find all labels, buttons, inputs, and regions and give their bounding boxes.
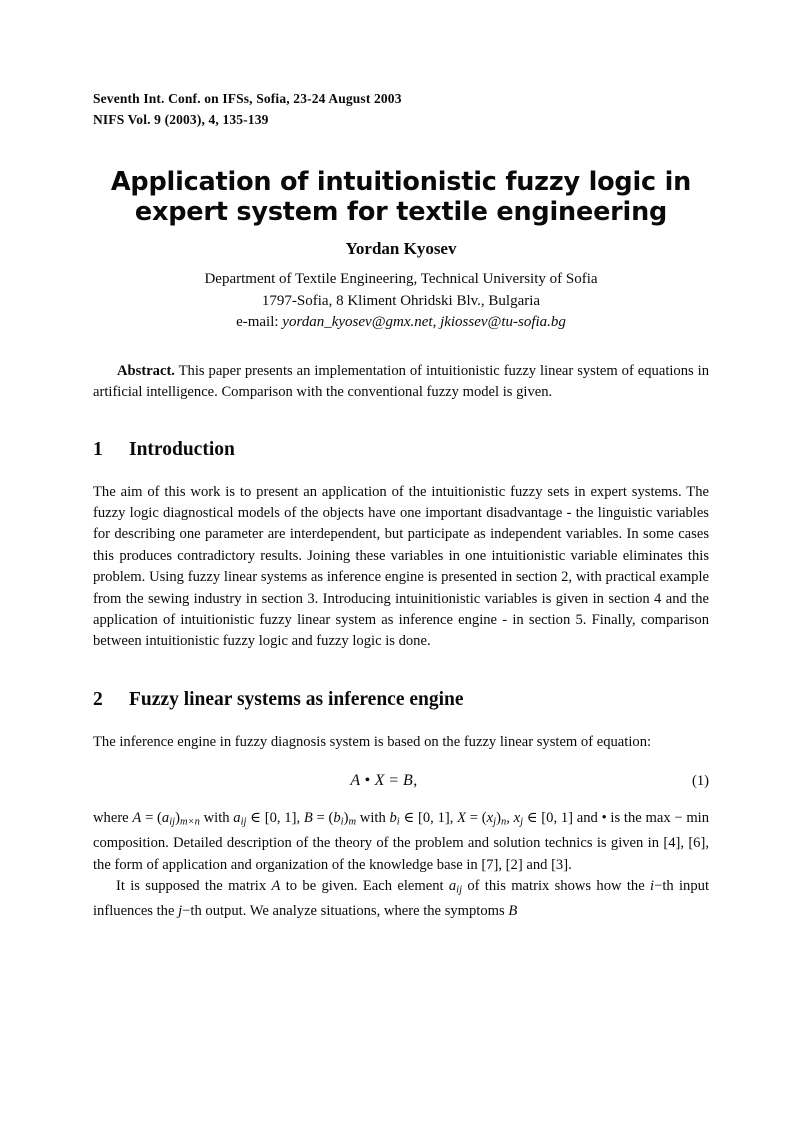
mp-b2: b <box>389 810 397 827</box>
conference-header-line-1: Seventh Int. Conf. on IFSs, Sofia, 23-24 August 2003 <box>93 91 402 106</box>
mp-close2: ) <box>343 810 349 827</box>
fp-a: a <box>448 878 457 894</box>
equation-1-comma: , <box>413 772 418 790</box>
mp-t12: composition. Detailed description of the theory of the problem and solution technics is given in [4], [6], the form of application and organization of the knowledge base in [7], [2] and [3]. <box>93 835 709 873</box>
fp-a-sub: ij <box>456 884 463 896</box>
affiliation-email-line <box>93 312 709 334</box>
mp-a2: a <box>233 810 241 827</box>
mp-in2: ∈ <box>399 810 419 827</box>
fp-A: A <box>271 878 281 894</box>
fp-t2: to be given. Each element <box>280 878 449 894</box>
mp-a-sub: ij <box>169 816 176 828</box>
mp-t11: is the <box>606 810 646 827</box>
mp-b2-sub: i <box>396 816 400 828</box>
mp-n: n <box>500 816 507 828</box>
equation-1-row <box>93 772 709 790</box>
section-2-paragraph-1: The inference engine in fuzzy diagnosis system is based on the fuzzy linear system of equation: <box>93 733 652 750</box>
affiliation-line-1: Department of Textile Engineering, Technical University of Sofia <box>204 271 598 287</box>
mp-a: a <box>161 810 170 827</box>
mp-t6: with <box>356 810 390 827</box>
mp-in1: ∈ <box>246 810 265 827</box>
mp-b: b <box>333 810 341 827</box>
fp-i: i <box>650 878 655 894</box>
mp-t10: and <box>573 810 602 827</box>
math-definition-paragraph <box>93 808 709 876</box>
equation-1-A: A <box>350 772 361 790</box>
mp-t9: , <box>506 810 514 827</box>
mp-x: x <box>486 810 494 827</box>
affiliation-line-2: 1797-Sofia, 8 Kliment Ohridski Blv., Bulgaria <box>261 292 541 309</box>
abstract-block <box>93 361 709 403</box>
mp-t3: with <box>199 810 234 827</box>
fp-t5: −th output. We analyze situations, where the symptoms <box>182 903 509 920</box>
section-2-number: 2 <box>93 688 103 710</box>
mp-a2-sub: ij <box>240 816 247 828</box>
mp-open2: ( <box>328 810 334 827</box>
fp-t4: −th input influences the <box>93 878 709 920</box>
paper-title-line-2: expert system for textile engineering <box>134 197 668 227</box>
mp-range3: [0, 1] <box>541 810 574 827</box>
mp-t5: = <box>312 810 329 827</box>
fp-j: j <box>178 903 183 920</box>
equation-1-equals: = <box>389 772 399 790</box>
mp-x2-sub: j <box>520 816 523 828</box>
mp-x-sub: j <box>493 816 497 828</box>
mp-t8: = <box>466 810 482 827</box>
mp-b-sub: i <box>340 816 344 828</box>
equation-1-X: X <box>374 772 385 790</box>
mp-open3: ( <box>481 810 487 827</box>
mp-close1: ) <box>175 810 180 827</box>
mp-t7: , <box>449 810 458 827</box>
section-2-title: Fuzzy linear systems as inference engine <box>129 688 464 710</box>
mp-open1: ( <box>157 810 162 827</box>
abstract-text: This paper presents an implementation of intuitionistic fuzzy linear system of equations in artificial intelligence. Comparison with the conventional fuzzy model is given. <box>93 362 709 400</box>
section-1-title: Introduction <box>129 438 235 460</box>
page-content <box>93 0 709 922</box>
equation-1-body <box>350 772 417 790</box>
email-label: e-mail: <box>236 314 279 330</box>
section-heading-1 <box>93 438 709 462</box>
mp-t2: = <box>141 810 158 827</box>
mp-maxmin: max − min <box>645 810 710 827</box>
mp-X: X <box>457 810 467 827</box>
mp-close3: ) <box>496 810 501 827</box>
conference-header <box>93 88 709 130</box>
author-affiliation <box>93 269 709 334</box>
mp-B: B <box>303 810 313 827</box>
mp-range2: [0, 1] <box>418 810 450 827</box>
section-1-paragraph-1: The aim of this work is to present an application of the intuitionistic fuzzy sets in expert systems. The fuzzy logic diagnostical models of the objects have one important disadvantage - the linguistic variables for describing one parameter are interdependent, but participate as independent variables. In some cases this produces contradictory results. Joining these variables in one intuitionistic variable eliminates this problem. Using fuzzy linear systems as inference engine is presented in section 2, with practical example from the sewing industry in section 3. Introducing intuinitionistic variables is given in section 4 and the application of intuitionistic fuzzy linear system as inference engine - in section 5. Finally, comparison between intuitionistic fuzzy logic and fuzzy logic is done. <box>93 483 709 650</box>
fp-B: B <box>508 903 518 920</box>
fp-t3: of this matrix shows how the <box>462 878 651 894</box>
email-addresses: yordan_kyosev@gmx.net, jkiossev@tu-sofia.bg <box>282 314 566 330</box>
section-heading-2 <box>93 688 709 712</box>
mp-t4: , <box>296 810 304 827</box>
equation-1-number: (1) <box>691 773 710 790</box>
mp-range1: [0, 1] <box>264 810 297 827</box>
abstract-label: Abstract. <box>117 362 175 379</box>
mp-mxn: m×n <box>179 816 200 828</box>
equation-1-B: B <box>403 772 414 790</box>
mp-bullet: • <box>601 810 607 827</box>
paper-title-line-1: Application of intuitionistic fuzzy logic in <box>110 167 692 197</box>
equation-1-operator: • <box>364 772 371 790</box>
author-name: Yordan Kyosev <box>345 239 457 258</box>
paper-title <box>93 167 709 227</box>
final-paragraph <box>93 876 709 922</box>
mp-A: A <box>132 810 142 827</box>
conference-header-line-2: NIFS Vol. 9 (2003), 4, 135-139 <box>93 112 269 127</box>
section-1-number: 1 <box>93 438 103 460</box>
mp-t1: where <box>93 810 133 827</box>
mp-in3: ∈ <box>523 810 542 827</box>
mp-x2: x <box>513 810 521 827</box>
mp-m: m <box>348 816 357 828</box>
fp-t1: It is supposed the matrix <box>116 878 272 894</box>
